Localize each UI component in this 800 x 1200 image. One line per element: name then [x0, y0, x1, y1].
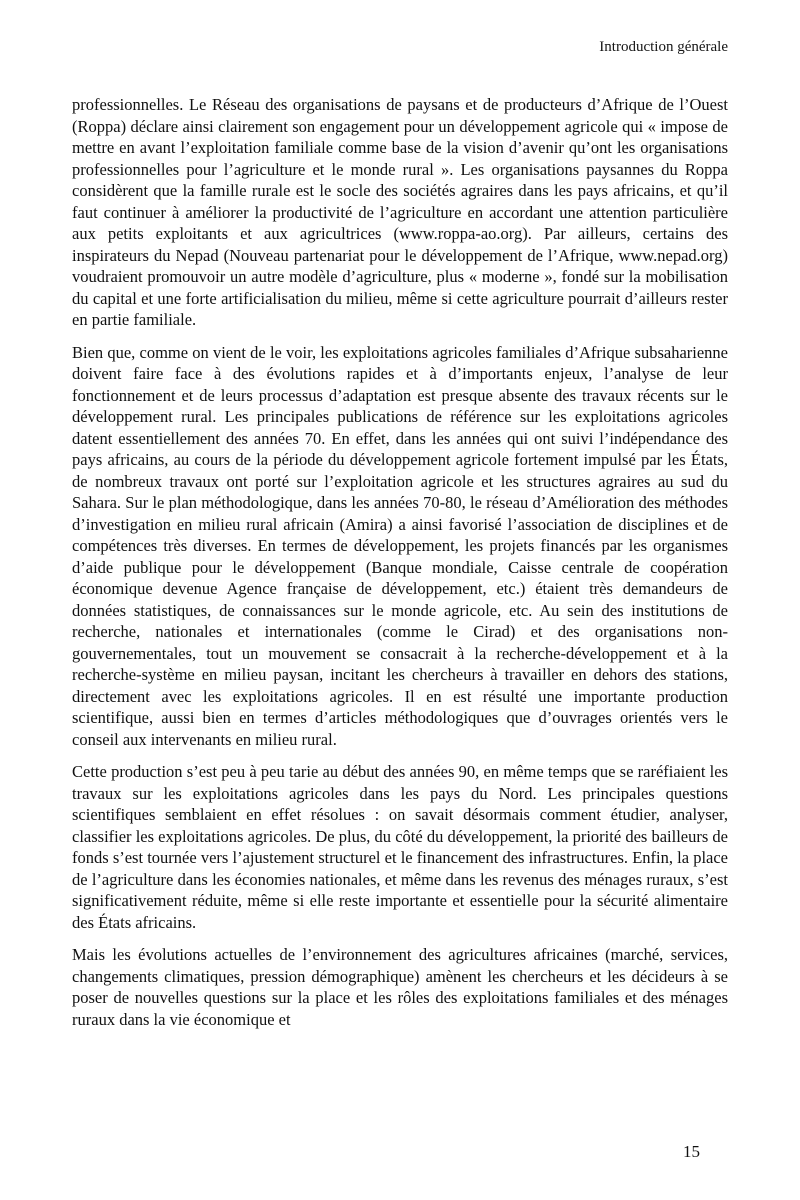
paragraph: Cette production s’est peu à peu tarie au début des années 90, en même temps que se raréfiaient les travaux sur les exploitations agricoles dans les pays du Nord. Les principales questions scientifiques semblaient en effet résolues : on savait désormais comment étudier, analyser, classifier les exploitations agricoles. De plus, du côté du développement, la priorité des bailleurs de fonds s’est tournée vers l’ajustement structurel et le financement des infrastructures. Enfin, la place de l’agriculture dans les économies nationales, et même dans les revenus des ménages ruraux, s’est significativement réduite, même si elle reste importante et essentielle pour la sécurité alimentaire des États africains. — [72, 762, 728, 932]
running-header: Introduction générale — [599, 39, 728, 55]
paragraph: Bien que, comme on vient de le voir, les exploitations agricoles familiales d’Afrique subsaharienne doivent faire face à des évolutions rapides et à d’importants enjeux, l’analyse de leur fonctionnement et de leurs processus d’adaptation est presque absente des travaux récents sur le développement rural. Les principales publications de référence sur les exploitations agricoles datent essentiellement des années 70. En effet, dans les années qui ont suivi l’indépendance des pays africains, au cours de la période du développement agricole fortement impulsé par les États, de nombreux travaux ont porté sur l’exploitation agricole et les structures agraires au sud du Sahara. Sur le plan méthodologique, dans les années 70-80, le réseau d’Amélioration des méthodes d’investigation en milieu rural africain (Amira) a ainsi favorisé l’association de disciplines et de compétences très diverses. En termes de développement, les projets financés par les organismes d’aide publique pour le développement (Banque mondiale, Caisse centrale de coopération économique devenue Agence française de développement, etc.) étaient très demandeurs de données statistiques, de connaissances sur le monde agricole, etc. Au sein des institutions de recherche, nationales et internationales (comme le Cirad) et des organisations non-gouvernementales, tout un mouvement se consacrait à la recherche-développement et à la recherche-système en milieu paysan, incitant les chercheurs à travailler en dehors des stations, directement avec les exploitations agricoles. Il en est résulté une importante production scientifique, aussi bien en termes d’articles méthodologiques que d’ouvrages orientés vers le conseil aux intervenants en milieu rural. — [72, 342, 728, 749]
paragraph: Mais les évolutions actuelles de l’environnement des agricultures africaines (marché, services, changements climatiques, pression démographique) amènent les chercheurs et les décideurs à se poser de nouvelles questions sur la place et les rôles des exploitations familiales et des ménages ruraux dans la vie économique et — [72, 945, 728, 1029]
page-number: 15 — [683, 1142, 700, 1161]
paragraph: professionnelles. Le Réseau des organisations de paysans et de producteurs d’Afrique de l’Ouest (Roppa) déclare ainsi clairement son engagement pour un développement agricole qui « impose de mettre en avant l’exploitation familiale comme base de la vision d’avenir qu’ont les organisations professionnelles pour l’agriculture et le monde rural ». Les organisations paysannes du Roppa considèrent que la famille rurale est le socle des sociétés agraires dans les pays africains, et qu’il faut continuer à améliorer la productivité de l’agriculture en accordant une attention particulière aux petits exploitants et aux agricultrices (www.roppa-ao.org). Par ailleurs, certains des inspirateurs du Nepad (Nouveau partenariat pour le développement de l’Afrique, www.nepad.org) voudraient promouvoir un autre modèle d’agriculture, plus « moderne », fondé sur la mobilisation du capital et une forte artificialisation du milieu, même si cette agriculture pourrait d’ailleurs rester en partie familiale. — [72, 95, 728, 329]
body-text-block — [72, 94, 728, 1041]
